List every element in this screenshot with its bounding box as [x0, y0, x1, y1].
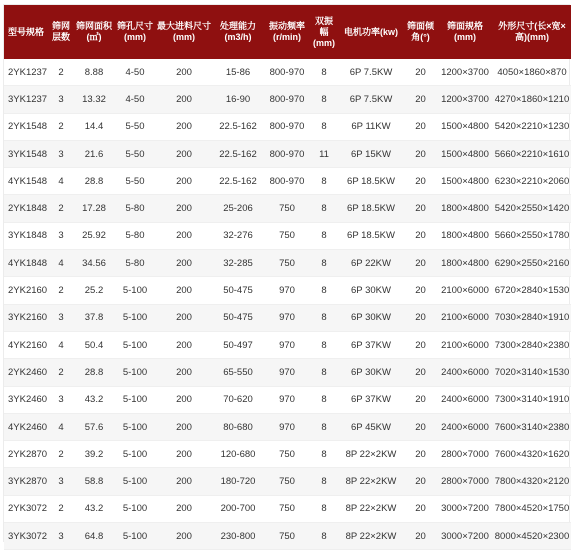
column-header: 最大进料尺寸(mm): [156, 5, 212, 59]
table-row: [4, 222, 571, 249]
model-cell: 4YK1548: [4, 168, 48, 195]
table-cell: 43.2: [74, 386, 114, 413]
table-cell: 50-475: [212, 304, 264, 331]
table-cell: 8: [310, 386, 338, 413]
table-cell: 64.8: [74, 523, 114, 550]
model-cell: 4YK2460: [4, 413, 48, 440]
table-cell: 20: [404, 222, 437, 249]
table-cell: 6P 11KW: [338, 113, 404, 140]
table-cell: 3: [48, 468, 74, 495]
table-cell: 2: [48, 277, 74, 304]
table-cell: 8P 22×2KW: [338, 523, 404, 550]
table-cell: 1200×3700: [437, 86, 493, 113]
table-cell: 6P 30KW: [338, 304, 404, 331]
table-cell: 2400×6000: [437, 386, 493, 413]
table-cell: 200: [156, 222, 212, 249]
table-cell: 230-800: [212, 523, 264, 550]
table-cell: 5-80: [114, 195, 156, 222]
table-cell: 6P 37KW: [338, 331, 404, 358]
table-cell: 2100×6000: [437, 304, 493, 331]
table-cell: 4270×1860×1210: [493, 86, 571, 113]
table-cell: 8: [310, 250, 338, 277]
table-cell: 20: [404, 250, 437, 277]
table-cell: 5-80: [114, 222, 156, 249]
table-cell: 200: [156, 523, 212, 550]
model-cell: 3YK2160: [4, 304, 48, 331]
table-cell: 43.2: [74, 495, 114, 522]
table-cell: 5660×2210×1610: [493, 140, 571, 167]
table-cell: 4: [48, 168, 74, 195]
table-row: [4, 277, 571, 304]
table-cell: 32-285: [212, 250, 264, 277]
table-cell: 5-100: [114, 468, 156, 495]
table-cell: 7030×2840×1910: [493, 304, 571, 331]
column-header: 外形尺寸(长×宽×高)(mm): [493, 5, 571, 59]
table-cell: 800-970: [264, 59, 310, 86]
table-cell: 5-100: [114, 277, 156, 304]
table-cell: 2400×6000: [437, 359, 493, 386]
table-cell: 5-100: [114, 331, 156, 358]
table-cell: 5-50: [114, 140, 156, 167]
table-cell: 4-50: [114, 86, 156, 113]
table-cell: 5-50: [114, 168, 156, 195]
table-cell: 7300×2840×2380: [493, 331, 571, 358]
table-cell: 8: [310, 441, 338, 468]
table-cell: 8P 22×2KW: [338, 468, 404, 495]
table-cell: 8: [310, 523, 338, 550]
table-cell: 8.88: [74, 59, 114, 86]
table-cell: 200: [156, 86, 212, 113]
column-header: 筛面规格(mm): [437, 5, 493, 59]
table-cell: 20: [404, 441, 437, 468]
table-cell: 750: [264, 250, 310, 277]
table-cell: 1800×4800: [437, 250, 493, 277]
table-cell: 200: [156, 113, 212, 140]
table-cell: 200: [156, 413, 212, 440]
table-cell: 8: [310, 304, 338, 331]
table-cell: 970: [264, 331, 310, 358]
table-cell: 8: [310, 113, 338, 140]
table-cell: 15-86: [212, 59, 264, 86]
table-cell: 2: [48, 495, 74, 522]
table-cell: 5-100: [114, 495, 156, 522]
table-cell: 20: [404, 113, 437, 140]
model-cell: 3YK2870: [4, 468, 48, 495]
table-row: [4, 86, 571, 113]
table-cell: 3: [48, 140, 74, 167]
table-cell: 6P 30KW: [338, 359, 404, 386]
table-cell: 8: [310, 468, 338, 495]
table-cell: 16-90: [212, 86, 264, 113]
table-cell: 1500×4800: [437, 113, 493, 140]
table-cell: 2800×7000: [437, 441, 493, 468]
table-cell: 20: [404, 304, 437, 331]
table-cell: 4: [48, 331, 74, 358]
table-cell: 200: [156, 495, 212, 522]
model-cell: 4YK1848: [4, 250, 48, 277]
table-cell: 3: [48, 304, 74, 331]
table-cell: 970: [264, 359, 310, 386]
table-cell: 970: [264, 277, 310, 304]
table-cell: 970: [264, 304, 310, 331]
table-cell: 200: [156, 441, 212, 468]
table-cell: 1500×4800: [437, 168, 493, 195]
table-cell: 6290×2550×2160: [493, 250, 571, 277]
column-header: 处理能力(m3/h): [212, 5, 264, 59]
model-cell: 2YK2160: [4, 277, 48, 304]
column-header: 双振幅(mm): [310, 5, 338, 59]
table-cell: 5-100: [114, 304, 156, 331]
model-cell: 2YK1237: [4, 59, 48, 86]
table-cell: 8P 22×2KW: [338, 441, 404, 468]
model-cell: 2YK2870: [4, 441, 48, 468]
table-row: [4, 386, 571, 413]
table-cell: 50-497: [212, 331, 264, 358]
table-row: [4, 140, 571, 167]
table-cell: 200: [156, 168, 212, 195]
table-row: [4, 331, 571, 358]
table-cell: 6P 18.5KW: [338, 195, 404, 222]
table-cell: 6230×2210×2060: [493, 168, 571, 195]
table-cell: 20: [404, 413, 437, 440]
table-cell: 5-100: [114, 359, 156, 386]
table-cell: 3: [48, 222, 74, 249]
table-cell: 6P 7.5KW: [338, 59, 404, 86]
table-cell: 7020×3140×1530: [493, 359, 571, 386]
table-cell: 21.6: [74, 140, 114, 167]
table-cell: 8: [310, 222, 338, 249]
table-cell: 750: [264, 222, 310, 249]
table-cell: 970: [264, 413, 310, 440]
table-cell: 22.5-162: [212, 140, 264, 167]
table-cell: 2: [48, 195, 74, 222]
table-cell: 5660×2550×1780: [493, 222, 571, 249]
table-cell: 8: [310, 195, 338, 222]
column-header: 振动频率(r/min): [264, 5, 310, 59]
table-cell: 750: [264, 495, 310, 522]
table-cell: 2: [48, 441, 74, 468]
table-cell: 6P 30KW: [338, 277, 404, 304]
table-row: [4, 59, 571, 86]
table-cell: 5-100: [114, 523, 156, 550]
table-cell: 180-720: [212, 468, 264, 495]
table-cell: 2: [48, 113, 74, 140]
table-header: [4, 5, 571, 59]
table-cell: 8: [310, 413, 338, 440]
table-cell: 800-970: [264, 86, 310, 113]
table-cell: 37.8: [74, 304, 114, 331]
table-cell: 32-276: [212, 222, 264, 249]
table-cell: 25-206: [212, 195, 264, 222]
model-cell: 3YK1848: [4, 222, 48, 249]
model-cell: 3YK3072: [4, 523, 48, 550]
column-header: 筛面倾角(°): [404, 5, 437, 59]
table-cell: 20: [404, 468, 437, 495]
table-cell: 3000×7200: [437, 523, 493, 550]
table-cell: 8: [310, 331, 338, 358]
spec-table: [4, 5, 571, 550]
table-cell: 8: [310, 59, 338, 86]
table-cell: 200-700: [212, 495, 264, 522]
table-cell: 2400×6000: [437, 413, 493, 440]
column-header: 筛孔尺寸(mm): [114, 5, 156, 59]
column-header: 筛网层数: [48, 5, 74, 59]
table-cell: 8: [310, 495, 338, 522]
table-cell: 6P 18.5KW: [338, 168, 404, 195]
table-cell: 80-680: [212, 413, 264, 440]
table-cell: 14.4: [74, 113, 114, 140]
model-cell: 2YK3072: [4, 495, 48, 522]
table-row: [4, 113, 571, 140]
model-cell: 3YK2460: [4, 386, 48, 413]
table-cell: 7600×3140×2380: [493, 413, 571, 440]
model-cell: 3YK1237: [4, 86, 48, 113]
table-cell: 800-970: [264, 140, 310, 167]
table-row: [4, 413, 571, 440]
table-cell: 8000×4520×2300: [493, 523, 571, 550]
table-cell: 6720×2840×1530: [493, 277, 571, 304]
table-cell: 5-100: [114, 386, 156, 413]
table-cell: 2: [48, 359, 74, 386]
table-cell: 200: [156, 195, 212, 222]
table-cell: 7600×4320×1620: [493, 441, 571, 468]
table-cell: 6P 45KW: [338, 413, 404, 440]
table-cell: 20: [404, 277, 437, 304]
table-row: [4, 195, 571, 222]
table-cell: 5-80: [114, 250, 156, 277]
table-cell: 750: [264, 441, 310, 468]
table-cell: 200: [156, 304, 212, 331]
table-cell: 4: [48, 250, 74, 277]
table-row: [4, 441, 571, 468]
table-cell: 22.5-162: [212, 168, 264, 195]
table-cell: 1500×4800: [437, 140, 493, 167]
header-row: [4, 5, 571, 59]
model-cell: 4YK2160: [4, 331, 48, 358]
table-cell: 50.4: [74, 331, 114, 358]
table-cell: 750: [264, 468, 310, 495]
table-cell: 8: [310, 168, 338, 195]
table-cell: 800-970: [264, 168, 310, 195]
table-cell: 20: [404, 495, 437, 522]
table-row: [4, 304, 571, 331]
table-cell: 3: [48, 523, 74, 550]
table-cell: 120-680: [212, 441, 264, 468]
table-cell: 2100×6000: [437, 331, 493, 358]
table-cell: 4-50: [114, 59, 156, 86]
table-cell: 1200×3700: [437, 59, 493, 86]
table-cell: 28.8: [74, 359, 114, 386]
table-cell: 6P 15KW: [338, 140, 404, 167]
table-cell: 34.56: [74, 250, 114, 277]
model-cell: 2YK1848: [4, 195, 48, 222]
table-cell: 25.92: [74, 222, 114, 249]
column-header: 电机功率(kw): [338, 5, 404, 59]
table-cell: 5-100: [114, 413, 156, 440]
table-cell: 20: [404, 168, 437, 195]
table-cell: 6P 18.5KW: [338, 222, 404, 249]
table-cell: 5420×2210×1230: [493, 113, 571, 140]
table-cell: 70-620: [212, 386, 264, 413]
table-cell: 5420×2550×1420: [493, 195, 571, 222]
table-cell: 200: [156, 359, 212, 386]
table-cell: 65-550: [212, 359, 264, 386]
table-cell: 200: [156, 331, 212, 358]
table-cell: 20: [404, 86, 437, 113]
model-cell: 3YK1548: [4, 140, 48, 167]
table-body: [4, 59, 571, 550]
table-cell: 750: [264, 195, 310, 222]
table-cell: 8: [310, 277, 338, 304]
table-row: [4, 250, 571, 277]
table-cell: 5-100: [114, 441, 156, 468]
table-cell: 3: [48, 86, 74, 113]
table-cell: 1800×4800: [437, 222, 493, 249]
table-cell: 57.6: [74, 413, 114, 440]
table-cell: 970: [264, 386, 310, 413]
table-cell: 50-475: [212, 277, 264, 304]
table-cell: 28.8: [74, 168, 114, 195]
table-row: [4, 495, 571, 522]
table-cell: 200: [156, 140, 212, 167]
table-cell: 7300×3140×1910: [493, 386, 571, 413]
table-cell: 20: [404, 359, 437, 386]
table-cell: 6P 22KW: [338, 250, 404, 277]
table-cell: 3: [48, 386, 74, 413]
table-cell: 200: [156, 250, 212, 277]
table-cell: 25.2: [74, 277, 114, 304]
table-cell: 4050×1860×870: [493, 59, 571, 86]
table-cell: 200: [156, 386, 212, 413]
table-cell: 20: [404, 331, 437, 358]
table-cell: 5-50: [114, 113, 156, 140]
table-cell: 4: [48, 413, 74, 440]
table-cell: 17.28: [74, 195, 114, 222]
table-cell: 200: [156, 59, 212, 86]
model-cell: 2YK1548: [4, 113, 48, 140]
table-cell: 13.32: [74, 86, 114, 113]
table-row: [4, 468, 571, 495]
table-cell: 20: [404, 195, 437, 222]
table-cell: 7800×4320×2120: [493, 468, 571, 495]
table-cell: 2: [48, 59, 74, 86]
table-row: [4, 359, 571, 386]
table-cell: 2800×7000: [437, 468, 493, 495]
table-cell: 7800×4520×1750: [493, 495, 571, 522]
table-cell: 20: [404, 523, 437, 550]
table-cell: 200: [156, 277, 212, 304]
table-row: [4, 168, 571, 195]
table-cell: 8P 22×2KW: [338, 495, 404, 522]
table-cell: 11: [310, 140, 338, 167]
table-cell: 800-970: [264, 113, 310, 140]
table-cell: 8: [310, 359, 338, 386]
table-cell: 58.8: [74, 468, 114, 495]
table-cell: 8: [310, 86, 338, 113]
table-cell: 200: [156, 468, 212, 495]
column-header: 筛网面积(㎡): [74, 5, 114, 59]
table-cell: 3000×7200: [437, 495, 493, 522]
table-cell: 39.2: [74, 441, 114, 468]
table-cell: 2100×6000: [437, 277, 493, 304]
table-cell: 20: [404, 140, 437, 167]
table-cell: 6P 37KW: [338, 386, 404, 413]
table-cell: 22.5-162: [212, 113, 264, 140]
spec-table-container: [3, 4, 570, 542]
table-cell: 20: [404, 386, 437, 413]
column-header: 型号规格: [4, 5, 48, 59]
table-cell: 6P 7.5KW: [338, 86, 404, 113]
table-cell: 1800×4800: [437, 195, 493, 222]
table-cell: 750: [264, 523, 310, 550]
table-cell: 20: [404, 59, 437, 86]
model-cell: 2YK2460: [4, 359, 48, 386]
